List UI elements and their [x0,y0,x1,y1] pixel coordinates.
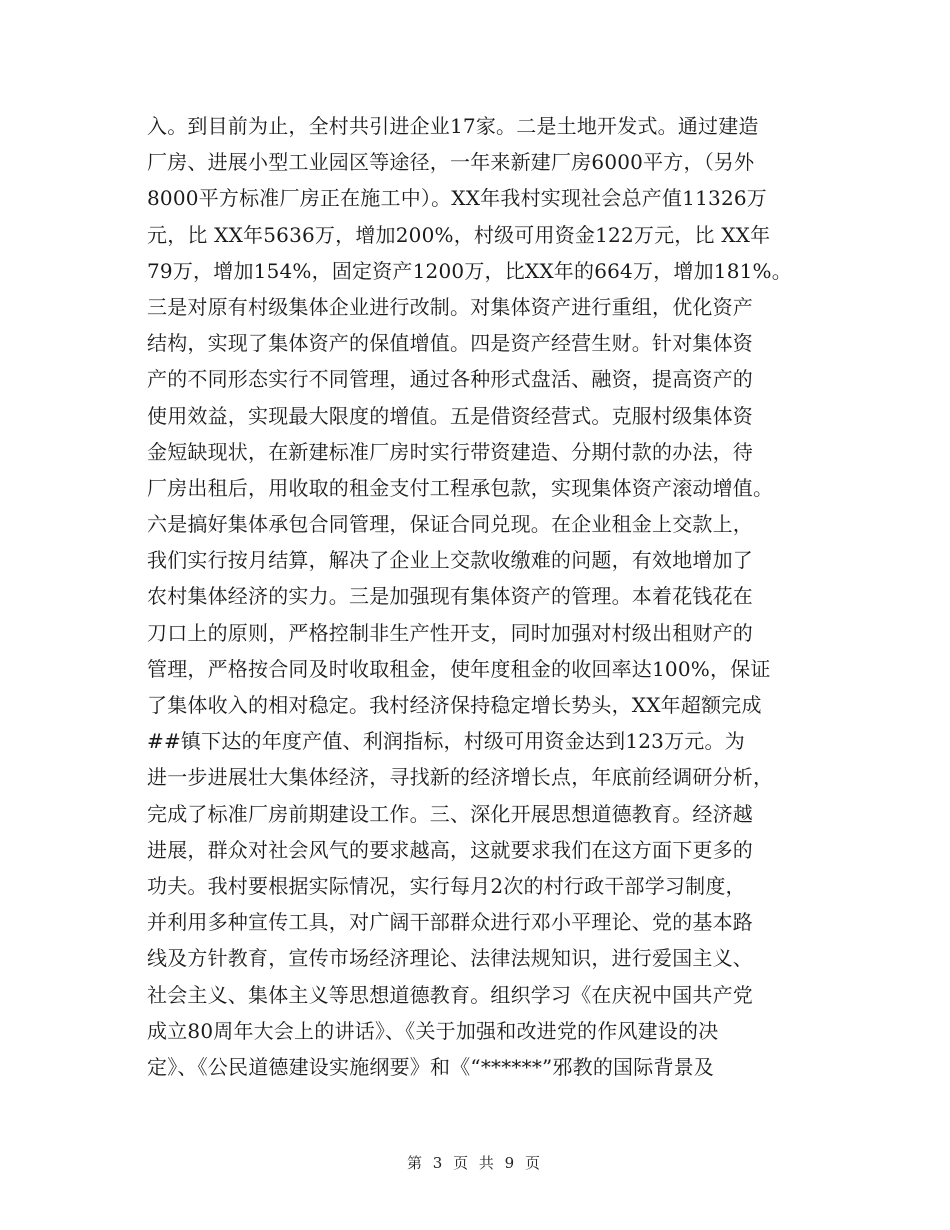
text-line: 厂房出租后，用收取的租金支付工程承包款，实现集体资产滚动增值。 [147,475,774,500]
text-line: 管理，严格按合同及时收取租金，使年度租金的收回率达100%，保证 [147,656,771,681]
text-line: 农村集体经济的实力。三是加强现有集体资产的管理。本着花钱花在 [147,584,753,609]
text-line: 元，比 XX年5636万，增加200%，村级可用资金122万元，比 XX年 [147,222,771,247]
body-text [147,108,807,1085]
text-line: 功夫。我村要根据实际情况，实行每月2次的村行政干部学习制度， [147,873,746,898]
text-line: 金短缺现状，在新建标准厂房时实行带资建造、分期付款的办法，待 [147,439,753,464]
text-line: 产的不同形态实行不同管理，通过各种形式盘活、融资，提高资产的 [147,367,753,392]
text-line: 我们实行按月结算，解决了企业上交款收缴难的问题，有效地增加了 [147,548,753,573]
text-line: 8000平方标准厂房正在施工中）。XX年我村实现社会总产值11326万 [147,186,767,211]
text-line: 并利用多种宣传工具，对广阔干部群众进行邓小平理论、党的基本路 [147,910,753,935]
text-line: 结构，实现了集体资产的保值增值。四是资产经营生财。针对集体资 [147,331,753,356]
text-line: 了集体收入的相对稳定。我村经济保持稳定增长势头，XX年超额完成 [147,693,762,717]
text-line: 79万，增加154%，固定资产1200万，比XX年的664万，增加181%。 [147,258,792,283]
text-line: 进展，群众对社会风气的要求越高，这就要求我们在这方面下更多的 [147,837,753,862]
text-line: 入。到目前为止，全村共引进企业17家。二是土地开发式。通过建造 [147,114,759,138]
text-line: ##镇下达的年度产值、利润指标，村级可用资金达到123万元。为 [147,729,745,754]
text-line: 社会主义、集体主义等思想道德教育。组织学习《在庆祝中国共产党 [147,982,753,1007]
text-line: 三是对原有村级集体企业进行改制。对集体资产进行重组，优化资产 [147,294,753,319]
text-line: 使用效益，实现最大限度的增值。五是借资经营式。克服村级集体资 [147,403,753,428]
text-line: 线及方针教育，宣传市场经济理论、法律法规知识，进行爱国主义、 [147,946,753,971]
text-line: 厂房、进展小型工业园区等途径，一年来新建厂房6000平方，（另外 [147,150,755,175]
page-number-footer: 第 3 页 共 9 页 [407,1154,543,1172]
text-line: 进一步进展壮大集体经济，寻找新的经济增长点，年底前经调研分析， [147,765,774,790]
text-line: 完成了标准厂房前期建设工作。三、深化开展思想道德教育。经济越 [147,801,753,826]
text-line: 成立80周年大会上的讲话》、《关于加强和改进党的作风建设的决 [147,1018,719,1043]
text-line: 六是搞好集体承包合同管理，保证合同兑现。在企业租金上交款上， [147,512,753,537]
text-line: 定》、《公民道德建设实施纲要》和《“******”邪教的国际背景及 [147,1054,715,1079]
text-line: 刀口上的原则，严格控制非生产性开支，同时加强对村级出租财产的 [147,620,753,645]
